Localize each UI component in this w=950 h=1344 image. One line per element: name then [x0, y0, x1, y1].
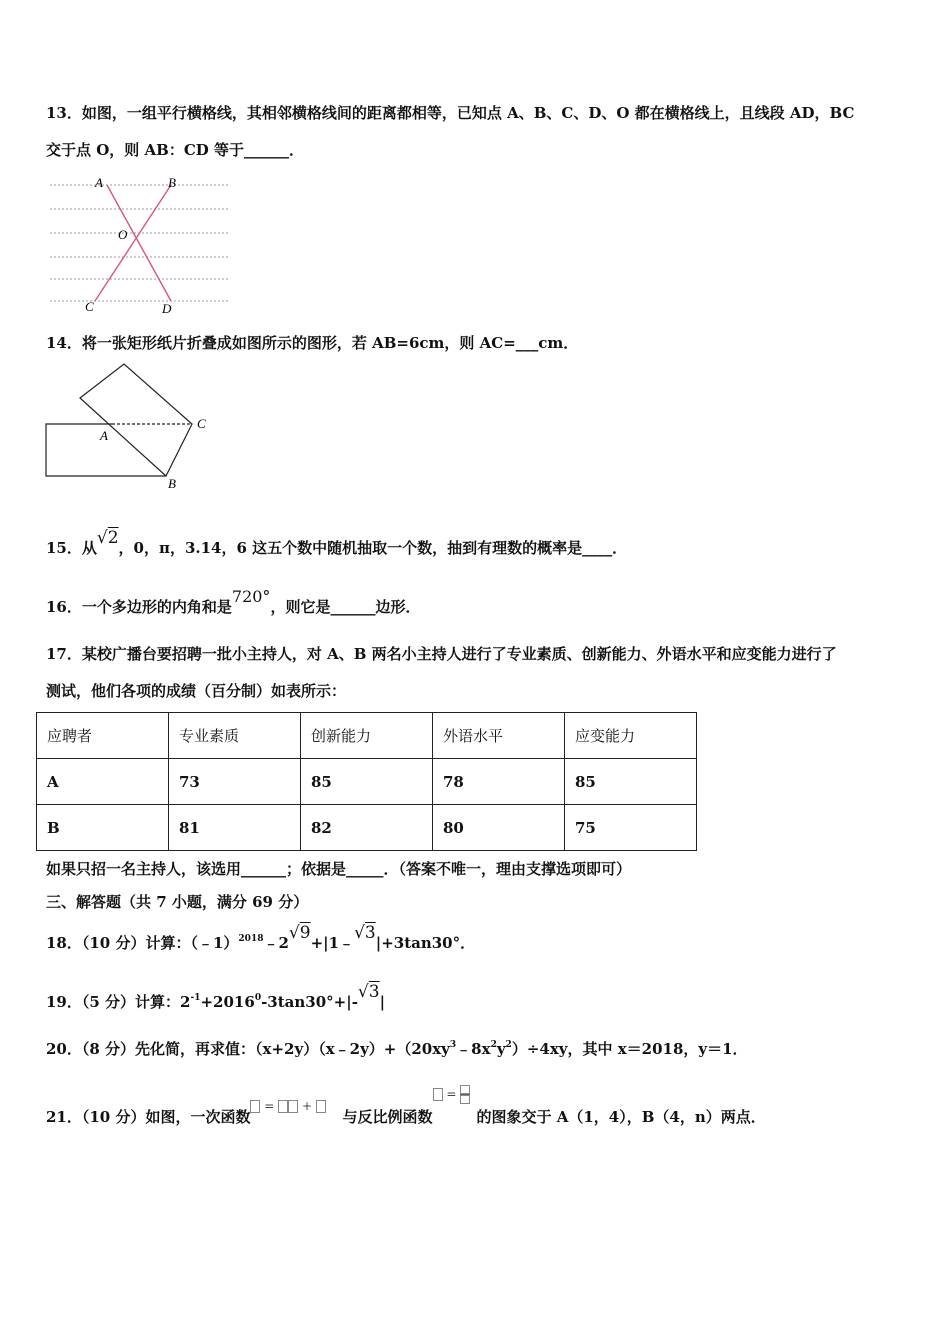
q17-line1: 17．某校广播台要招聘一批小主持人，对 A、B 两名小主持人进行了专业素质、创新能力、外语水平和应变能力进行了	[46, 645, 837, 663]
q13-line2: 交于点 O，则 AB：CD 等于______．	[46, 141, 304, 159]
q21-text	[46, 1087, 766, 1128]
inverse-function-formula: =	[433, 1084, 477, 1104]
q16-suffix: ，则它是______边形．	[270, 598, 421, 616]
q20-part: ﹣8x	[456, 1040, 491, 1058]
sqrt-3: √3	[354, 923, 376, 943]
table-row	[37, 759, 697, 805]
table-cell: 73	[169, 759, 301, 805]
q20-part: y	[496, 1040, 506, 1058]
header-cell: 应聘者	[37, 713, 169, 759]
q13-line1: 13．如图，一组平行横格线，其相邻横格线间的距离都相等，已知点 A、B、C、D、O 都在横格线上，且线段 AD，BC	[46, 104, 855, 122]
q18-part: |+3tan30°．	[375, 934, 476, 952]
q18-part: 18．（10 分）计算：（﹣1）	[46, 934, 239, 952]
score-table	[36, 712, 697, 851]
q21-part: 的图象交于 A（1，4），B（4，n）两点．	[476, 1108, 766, 1126]
q18-exponent: 2018	[238, 934, 264, 944]
q15-suffix: ，0，π，3.14，6 这五个数中随机抽取一个数，抽到有理数的概率是____．	[118, 539, 628, 557]
q21-part: 21．（10 分）如图，一次函数	[46, 1108, 251, 1126]
label-c: C	[197, 416, 206, 431]
table-cell: 81	[169, 805, 301, 851]
segment-ad	[107, 185, 171, 301]
label-o: O	[118, 227, 128, 242]
label-a: A	[100, 428, 108, 443]
q18-part: ﹣2	[263, 934, 289, 952]
label-d: D	[162, 301, 172, 315]
table-cell: 75	[565, 805, 697, 851]
header-cell: 外语水平	[433, 713, 565, 759]
q20-text	[46, 1035, 748, 1059]
table-cell: 82	[301, 805, 433, 851]
header-cell: 应变能力	[565, 713, 697, 759]
q19-part: 19．（5 分）计算：2	[46, 993, 191, 1011]
q19-part: -3tan30°+|-	[261, 993, 358, 1011]
section-heading: 三、解答题（共 7 小题，满分 69 分）	[46, 893, 309, 911]
label-c: C	[85, 299, 94, 314]
q20-part: ）÷4xy，其中 x＝2018，y＝1．	[511, 1040, 748, 1058]
sqrt-2: √2	[96, 528, 119, 548]
linear-function-formula: = +	[250, 1096, 342, 1116]
table-cell: 85	[301, 759, 433, 805]
q19-exponent: -1	[190, 993, 201, 1003]
table-row	[37, 805, 697, 851]
q14-figure	[40, 360, 220, 495]
label-b: B	[168, 476, 176, 491]
label-b: B	[168, 175, 176, 190]
label-a: A	[95, 175, 103, 190]
q13-figure	[45, 175, 235, 315]
q14-text: 14．将一张矩形纸片折叠成如图所示的图形，若 AB=6cm，则 AC=___cm．	[46, 334, 579, 352]
q16-prefix: 16．一个多边形的内角和是	[46, 598, 232, 616]
header-cell: 专业素质	[169, 713, 301, 759]
table-header-row	[37, 713, 697, 759]
q16-angle: 720°	[231, 587, 271, 606]
q19-part: +2016	[200, 993, 255, 1011]
q20-exponent: 2	[490, 1040, 497, 1050]
table-cell: 78	[433, 759, 565, 805]
table-cell: A	[37, 759, 169, 805]
table-cell: B	[37, 805, 169, 851]
sqrt-9: √9	[288, 923, 311, 943]
sqrt-3: √3	[357, 982, 380, 1002]
q15-prefix: 15．从	[46, 539, 97, 557]
q15-text	[46, 528, 628, 558]
q19-exponent: 0	[254, 993, 262, 1003]
q20-exponent: 3	[449, 1040, 457, 1050]
table-cell: 85	[565, 759, 697, 805]
q17-after: 如果只招一名主持人，该选用______；依据是_____．（答案不唯一，理由支撑选项即可）	[46, 860, 632, 878]
q20-exponent: 2	[505, 1040, 512, 1050]
q19-part: |	[379, 993, 386, 1011]
q18-part: +|1﹣	[310, 934, 355, 952]
q18-text	[46, 923, 476, 953]
q17-line2: 测试，他们各项的成绩（百分制）如表所示：	[46, 682, 347, 700]
table-cell: 80	[433, 805, 565, 851]
header-cell: 创新能力	[301, 713, 433, 759]
q19-text	[46, 982, 386, 1012]
q21-part: 与反比例函数	[342, 1108, 433, 1126]
q16-text	[46, 587, 421, 617]
segment-bc	[95, 185, 171, 301]
q20-part: 20．（8 分）先化简，再求值：（x+2y）（x﹣2y）+（20xy	[46, 1040, 450, 1058]
